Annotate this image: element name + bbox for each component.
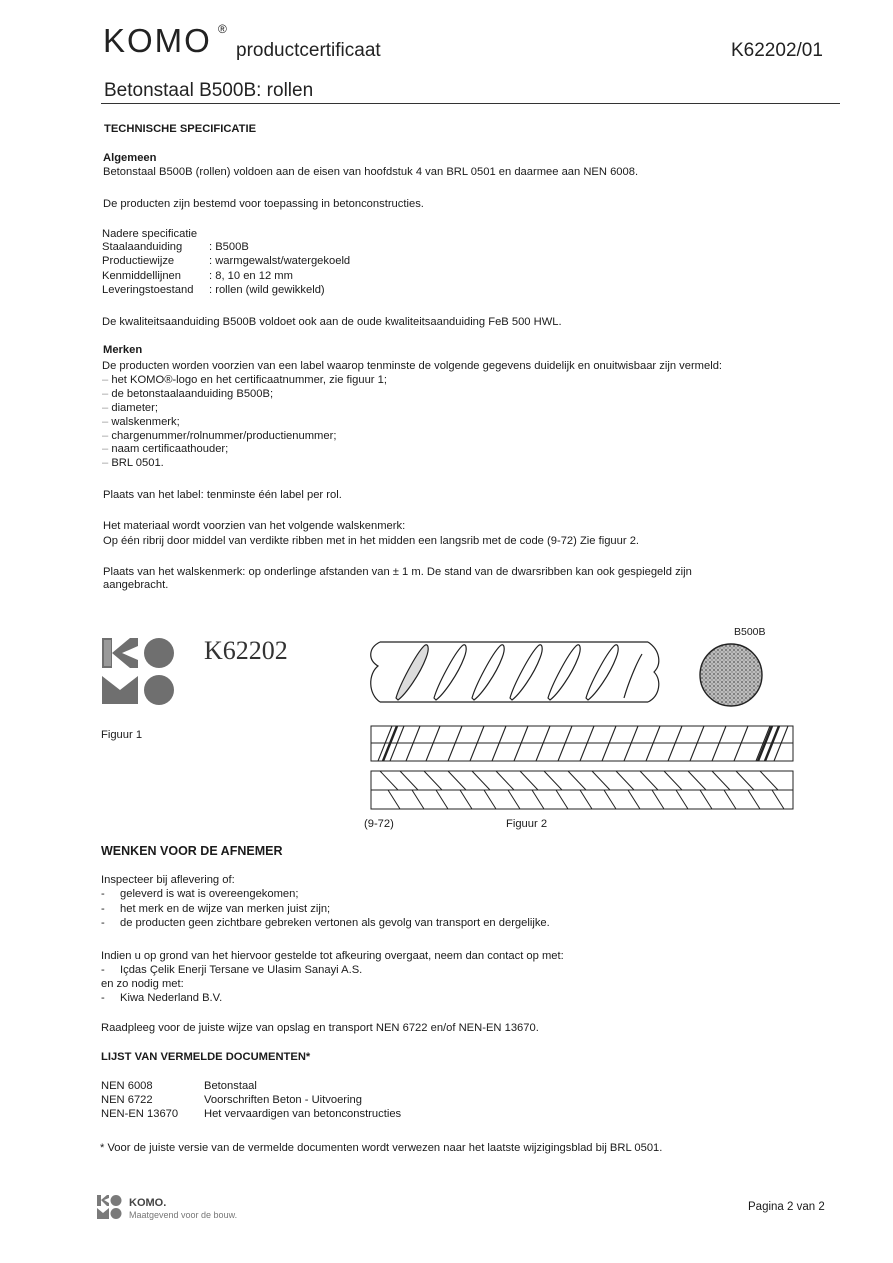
table-row [101,1080,257,1094]
contact-2: - Kiwa Nederland B.V. [101,992,223,1004]
list-item: – chargenummer/rolnummer/productienummer; [102,429,337,442]
contact-1: - Içdas Çelik Enerji Tersane ve Ulasim Sanayi A.S. [101,964,363,976]
rebar-rib-pattern [370,724,796,812]
spec-row [102,255,351,269]
place-text-1: Plaats van het walskenmerk: op onderlinge afstanden van ± 1 m. De stand van de dwarsribben kan ook gespiegeld zijn [103,566,692,578]
list-item: – walskenmerk; [102,415,180,428]
document-code: NEN 6722 [101,1094,153,1106]
document-code: NEN-EN 13670 [101,1108,179,1120]
spec-label: Kenmiddellijnen [102,269,181,282]
header-rule [101,103,840,104]
komo-brand: KOMO [103,22,212,59]
figure-2-caption: Figuur 2 [506,818,548,830]
rolling-mark-text-1: Het materiaal wordt voorzien van het volgende walskenmerk: [103,520,406,532]
list-item: - de producten geen zichtbare gebreken vertonen als gevolg van transport en dergelijke. [101,917,550,930]
figure-1-caption: Figuur 1 [101,729,143,741]
spec-value: : warmgewalst/watergekoeld [209,255,351,268]
page-subtitle: Betonstaal B500B: rollen [104,80,314,101]
documents-table [101,1080,402,1122]
list-item: – de betonstaalaanduiding B500B; [102,387,274,400]
general-text: Betonstaal B500B (rollen) voldoen aan de eisen van hoofdstuk 4 van BRL 0501 en daarmee aan NEN 6008. [103,166,639,178]
komo-logo-icon [100,636,182,708]
document-title: Betonstaal [204,1080,257,1092]
list-item: – BRL 0501. [102,457,164,470]
general-heading: Algemeen [103,152,157,164]
komo-footer-logo-icon [96,1194,124,1220]
marks-intro: De producten worden voorzien van een label waarop tenminste de volgende gegevens duidelijk en onuitwisbaar zijn vermeld: [102,360,723,372]
spec-list [102,241,351,299]
spec-value: : 8, 10 en 12 mm [209,269,293,282]
rolling-mark-text-2: Op één ribrij door middel van verdikte ribben met in het midden een langsrib met de code (9-72) Zie figuur 2. [103,535,640,547]
spec-row [102,241,249,255]
spec-value: : B500B [209,241,249,253]
label-place-text: Plaats van het label: tenminste één label per rol. [103,489,342,501]
page-number: Pagina 2 van 2 [748,1201,825,1213]
rebar-side-view [366,634,666,710]
spec-label: Staalaanduiding [102,241,183,253]
footer-brand: KOMO. [129,1197,167,1209]
reject-intro: Indien u op grond van het hiervoor gestelde tot afkeuring overgaat, neem dan contact op met: [101,950,564,962]
section-heading-advice: WENKEN VOOR DE AFNEMER [101,844,283,858]
product-type: productcertificaat [236,40,381,61]
list-item: - het merk en de wijze van merken juist zijn; [101,902,331,915]
logo-certificate-code: K62202 [204,636,288,665]
spec-value: : rollen (wild gewikkeld) [209,284,325,297]
table-row [101,1108,402,1122]
document-title: Het vervaardigen van betonconstructies [204,1108,402,1120]
table-row [101,1094,362,1108]
document-code: NEN 6008 [101,1080,153,1092]
certificate-number: K62202/01 [731,40,823,61]
inspect-list [101,888,550,932]
spec-row [102,269,293,284]
quality-text: De kwaliteitsaanduiding B500B voldoet ook aan de oude kwaliteitsaanduiding FeB 500 HWL. [102,316,562,328]
application-text: De producten zijn bestemd voor toepassing in betonconstructies. [103,198,424,210]
spec-label: Leveringstoestand [102,284,194,297]
spec-label: Productiewijze [102,255,175,268]
place-text-2: aangebracht. [103,579,169,591]
rolling-code-label: (9-72) [364,818,394,830]
documents-footnote: * Voor de juiste versie van de vermelde documenten wordt verwezen naar het laatste wijzigingsblad bij BRL 0501. [100,1142,663,1154]
document-title: Voorschriften Beton - Uitvoering [204,1094,362,1106]
rebar-cross-section-icon [697,641,765,709]
list-item: – het KOMO®-logo en het certificaatnummer, zie figuur 1; [102,374,387,386]
storage-text: Raadpleeg voor de juiste wijze van opslag en transport NEN 6722 en/of NEN-EN 13670. [101,1022,539,1034]
documents-heading: LIJST VAN VERMELDE DOCUMENTEN* [101,1051,311,1063]
list-item: - geleverd is wat is overeengekomen; [101,888,299,900]
section-heading-technical: TECHNISCHE SPECIFICATIE [104,123,257,135]
list-item: – diameter; [102,401,158,414]
bar-grade-label: B500B [734,626,766,638]
list-item: – naam certificaathouder; [102,443,229,456]
registered-mark: ® [218,22,227,36]
marks-list [102,374,387,471]
inspect-intro: Inspecteer bij aflevering of: [101,874,235,886]
spec-row [102,284,325,298]
footer-tagline: Maatgevend voor de bouw. [129,1210,238,1220]
if-needed-text: en zo nodig met: [101,978,184,990]
marks-heading: Merken [103,344,143,356]
spec-heading: Nadere specificatie [102,228,198,240]
